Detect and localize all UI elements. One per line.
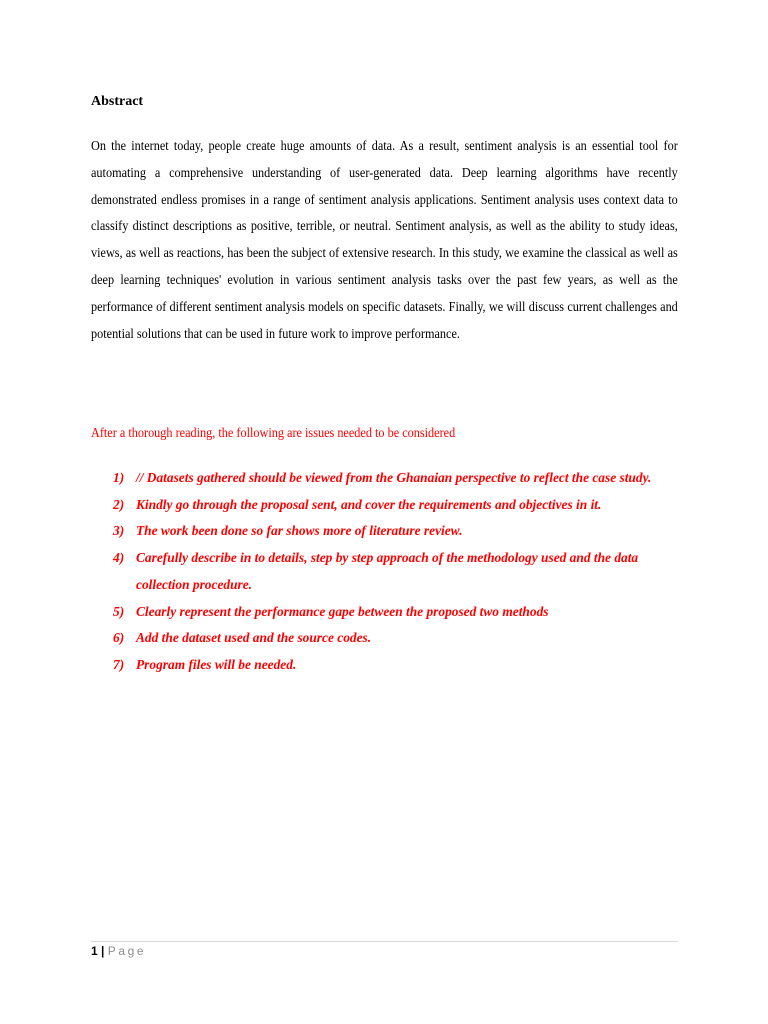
issue-item	[91, 599, 681, 626]
issue-text: // Datasets gathered should be viewed from the Ghanaian perspective to reflect the case study.	[136, 470, 652, 485]
issue-item	[91, 518, 681, 545]
issue-item	[91, 492, 681, 519]
abstract-paragraph: On the internet today, people create huge amounts of data. As a result, sentiment analysis is an essential tool for automating a comprehensive understanding of user-generated data. Deep learning algorithms have recently demonstrated endless promises in a range of sentiment analysis applications. Sentiment analysis uses context data to classify distinct descriptions as positive, terrible, or neutral. Sentiment analysis, as well as the ability to study ideas, views, as well as reactions, has been the subject of extensive research. In this study, we examine the classical as well as deep learning techniques' evolution in various sentiment analysis tasks over the past few years, as well as the performance of different sentiment analysis models on specific datasets. Finally, we will discuss current challenges and potential solutions that can be used in future work to improve performance.	[91, 138, 678, 341]
issue-number: 2)	[113, 496, 125, 512]
issue-number: 3)	[113, 523, 125, 539]
abstract-heading: Abstract	[91, 94, 144, 109]
page-number: 1	[91, 944, 98, 958]
page-label: Page	[107, 944, 147, 958]
issue-text: Add the dataset used and the source codes.	[136, 630, 372, 646]
issue-number: 5)	[113, 603, 125, 619]
issue-number: 1)	[113, 470, 125, 485]
page-footer	[91, 943, 146, 959]
issue-number: 6)	[113, 630, 125, 646]
issue-text: Program files will be needed.	[136, 656, 297, 672]
issue-number: 4)	[113, 550, 125, 566]
issue-text: The work been done so far shows more of literature review.	[136, 523, 463, 539]
issue-item	[91, 465, 681, 492]
issue-number: 7)	[113, 656, 125, 672]
issue-item	[91, 545, 681, 598]
issue-text: Clearly represent the performance gape between the proposed two methods	[136, 603, 549, 619]
issue-item	[91, 625, 681, 652]
page-separator: |	[101, 944, 105, 958]
footer-divider	[91, 941, 678, 942]
issues-list	[91, 465, 681, 679]
review-note: After a thorough reading, the following are issues needed to be considered	[91, 425, 456, 440]
issue-item	[91, 652, 681, 679]
issue-text: Carefully describe in to details, step by step approach of the methodology used and the data collection procedure.	[136, 550, 639, 592]
issue-text: Kindly go through the proposal sent, and cover the requirements and objectives in it.	[136, 496, 602, 512]
